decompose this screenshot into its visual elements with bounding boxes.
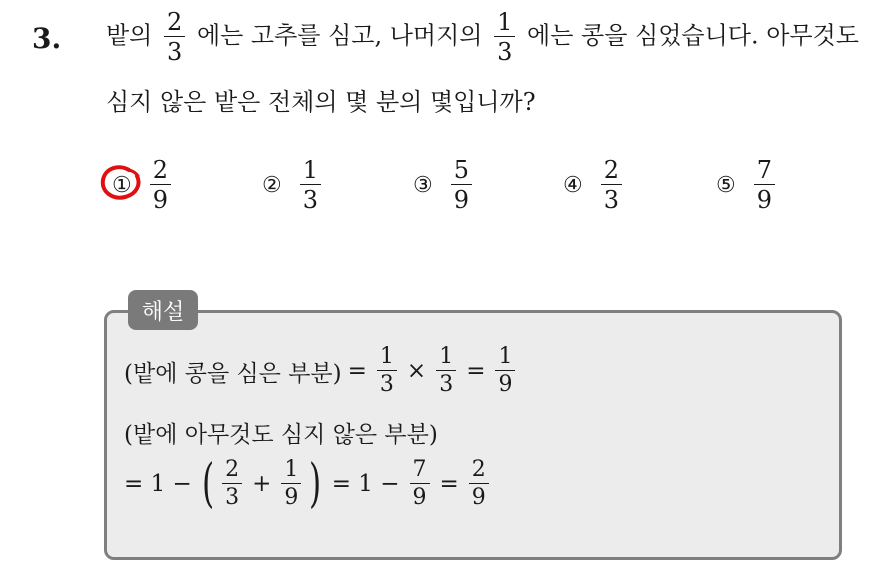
fraction: $\frac{7}{9}$: [410, 459, 430, 509]
fraction: $\frac{1}{9}$: [495, 346, 515, 396]
equals-sign: =: [439, 471, 459, 497]
solution-label: (밭에 아무것도 심지 않은 부분): [124, 422, 438, 448]
open-paren: (: [201, 454, 215, 514]
choice-marker: ③: [413, 172, 433, 198]
choice-3[interactable]: [413, 158, 476, 212]
question-text: 밭의: [106, 21, 153, 50]
choice-4[interactable]: [563, 158, 626, 212]
choice-2[interactable]: [262, 158, 325, 212]
question-text: 에는 고추를 심고, 나머지의: [196, 21, 483, 50]
solution-expr: = 1 −: [124, 471, 192, 497]
choice-fraction: $\frac{2}{3}$: [601, 158, 622, 212]
question-line-2: 심지 않은 밭은 전체의 몇 분의 몇입니까?: [106, 88, 536, 116]
choice-fraction: $\frac{7}{9}$: [754, 158, 775, 212]
selected-answer-circle-icon: [99, 164, 145, 202]
choice-marker: ②: [262, 172, 282, 198]
choice-marker: ④: [563, 172, 583, 198]
solution-line-2: [124, 416, 438, 449]
fraction: $\frac{2}{3}$: [164, 10, 185, 64]
solution-line-3: [124, 454, 493, 514]
choice-5[interactable]: [716, 158, 779, 212]
choice-marker: ①: [112, 172, 132, 198]
fraction: $\frac{1}{3}$: [436, 346, 456, 396]
equals-sign: =: [466, 358, 486, 384]
choice-fraction: $\frac{2}{9}$: [150, 158, 171, 212]
question-text: 에는 콩을 심었습니다. 아무것도: [527, 21, 859, 50]
fraction: $\frac{2}{3}$: [222, 459, 242, 509]
choice-fraction: $\frac{1}{3}$: [300, 158, 321, 212]
solution-expr: = 1 −: [331, 471, 400, 497]
choice-marker: ⑤: [716, 172, 736, 198]
times-sign: ×: [406, 358, 427, 384]
equals-sign: =: [347, 358, 367, 384]
fraction: $\frac{1}{9}$: [281, 459, 301, 509]
solution-label: (밭에 콩을 심은 부분): [124, 360, 342, 387]
question-line-1: [106, 10, 859, 64]
fraction: $\frac{2}{9}$: [469, 459, 489, 509]
plus-sign: +: [252, 471, 272, 497]
close-paren: ): [309, 454, 322, 514]
solution-tag: 해설: [128, 290, 198, 330]
choice-fraction: $\frac{5}{9}$: [451, 158, 472, 212]
question-number: 3.: [32, 22, 62, 55]
fraction: $\frac{1}{3}$: [377, 346, 397, 396]
solution-line-1: [124, 346, 519, 396]
fraction: $\frac{1}{3}$: [494, 10, 515, 64]
